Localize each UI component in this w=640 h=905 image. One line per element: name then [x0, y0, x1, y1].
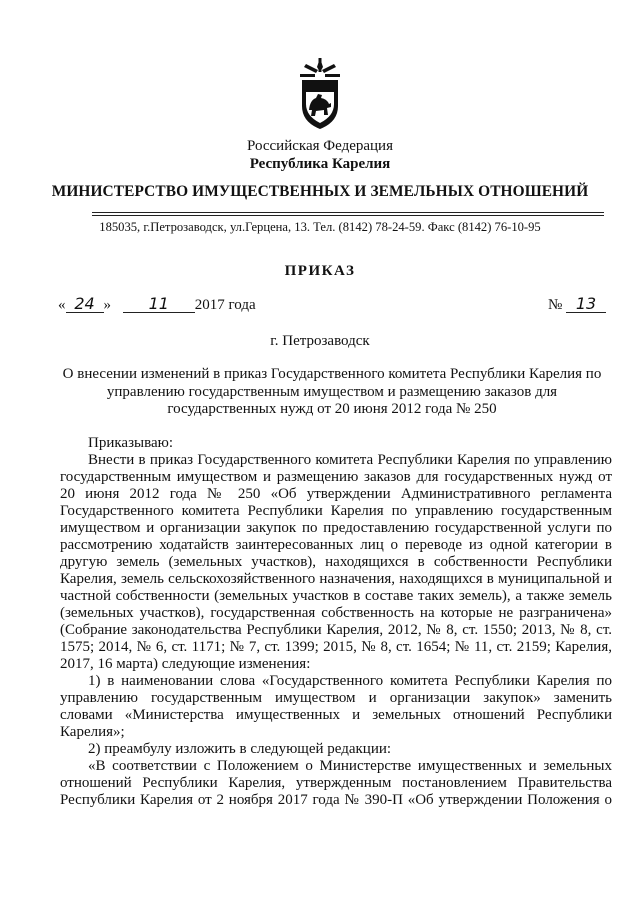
country-name: Российская Федерация [247, 138, 393, 154]
date-month: 11 [123, 296, 195, 313]
date-day: 24 [66, 296, 104, 313]
ministry-name: МИНИСТЕРСТВО ИМУЩЕСТВЕННЫХ И ЗЕМЕЛЬНЫХ ОТНОШЕНИЙ [51, 183, 589, 200]
republic-name: Республика Карелия [249, 156, 391, 172]
city-name: г. Петрозаводск [270, 333, 370, 349]
order-title: О внесении изменений в приказ Государственного комитета Республики Карелия по управлению государственным имуществом и размещению заказов для государственных нужд от 20 июня 2012 года № 250 [62, 366, 602, 417]
order-word: Приказываю: [88, 435, 173, 451]
order-date [58, 296, 256, 314]
header-rule-top [92, 212, 604, 213]
number-value: 13 [566, 296, 606, 313]
body-paragraph: 1) в наименовании слова «Государственного комитета Республики Карелия по управлению государственным имуществом и организации закупок» заменить словами «Министерства имущественных и земельных отношений Республики Карелия»; [60, 673, 612, 740]
body-paragraph: «В соответствии с Положением о Министерстве имущественных и земельных отношений Республики Карелия, утвержденным постановлением Правительства Республики Карелия от 2 ноября 2017 года № 390-П «Об утверждении Положения о [60, 758, 612, 808]
body-paragraph: 2) преамбулу изложить в следующей редакции: [88, 741, 392, 757]
order-body [60, 435, 612, 809]
order-number [548, 296, 606, 314]
date-open-quote: « [58, 297, 66, 313]
document-type-heading: ПРИКАЗ [284, 263, 356, 279]
ministry-address: 185035, г.Петрозаводск, ул.Герцена, 13. Тел. (8142) 78-24-59. Факс (8142) 76-10-95 [99, 220, 541, 234]
karelia-coat-of-arms-emblem [298, 58, 342, 130]
header-rule-bottom [92, 215, 604, 216]
number-sign: № [548, 297, 563, 313]
date-close-quote: » [103, 297, 111, 313]
date-year: 2017 года [194, 297, 256, 313]
body-paragraph: Внести в приказ Государственного комитета Республики Карелия по управлению государственным имуществом и размещению заказов для государственных нужд от 20 июня 2012 года № 250 «Об утверждении Административного регламента Государственного комитета Республики Карелия по управлению государственным имуществом и организации закупок по предоставлению государственной услуги по рассмотрению ходатайств заинтересованных лиц о переводе из одной категории в другую земель (земельных участков), находящихся в собственности Республики Карелия, земель сельскохозяйственного назначения, находящихся в муниципальной и частной собственности (земельных участков в составе таких земель), а также земель (земельных участков), государственная собственность на которые не разграничена» (Собрание законодательства Республики Карелия, 2012, № 8, ст. 1550; 2013, № 8, ст. 1575; 2014, № 6, ст. 1171; № 7, ст. 1399; 2015, № 8, ст. 1654; № 11, ст. 2159; Карелия, 2017, 16 марта) следующие изменения: [60, 452, 612, 672]
